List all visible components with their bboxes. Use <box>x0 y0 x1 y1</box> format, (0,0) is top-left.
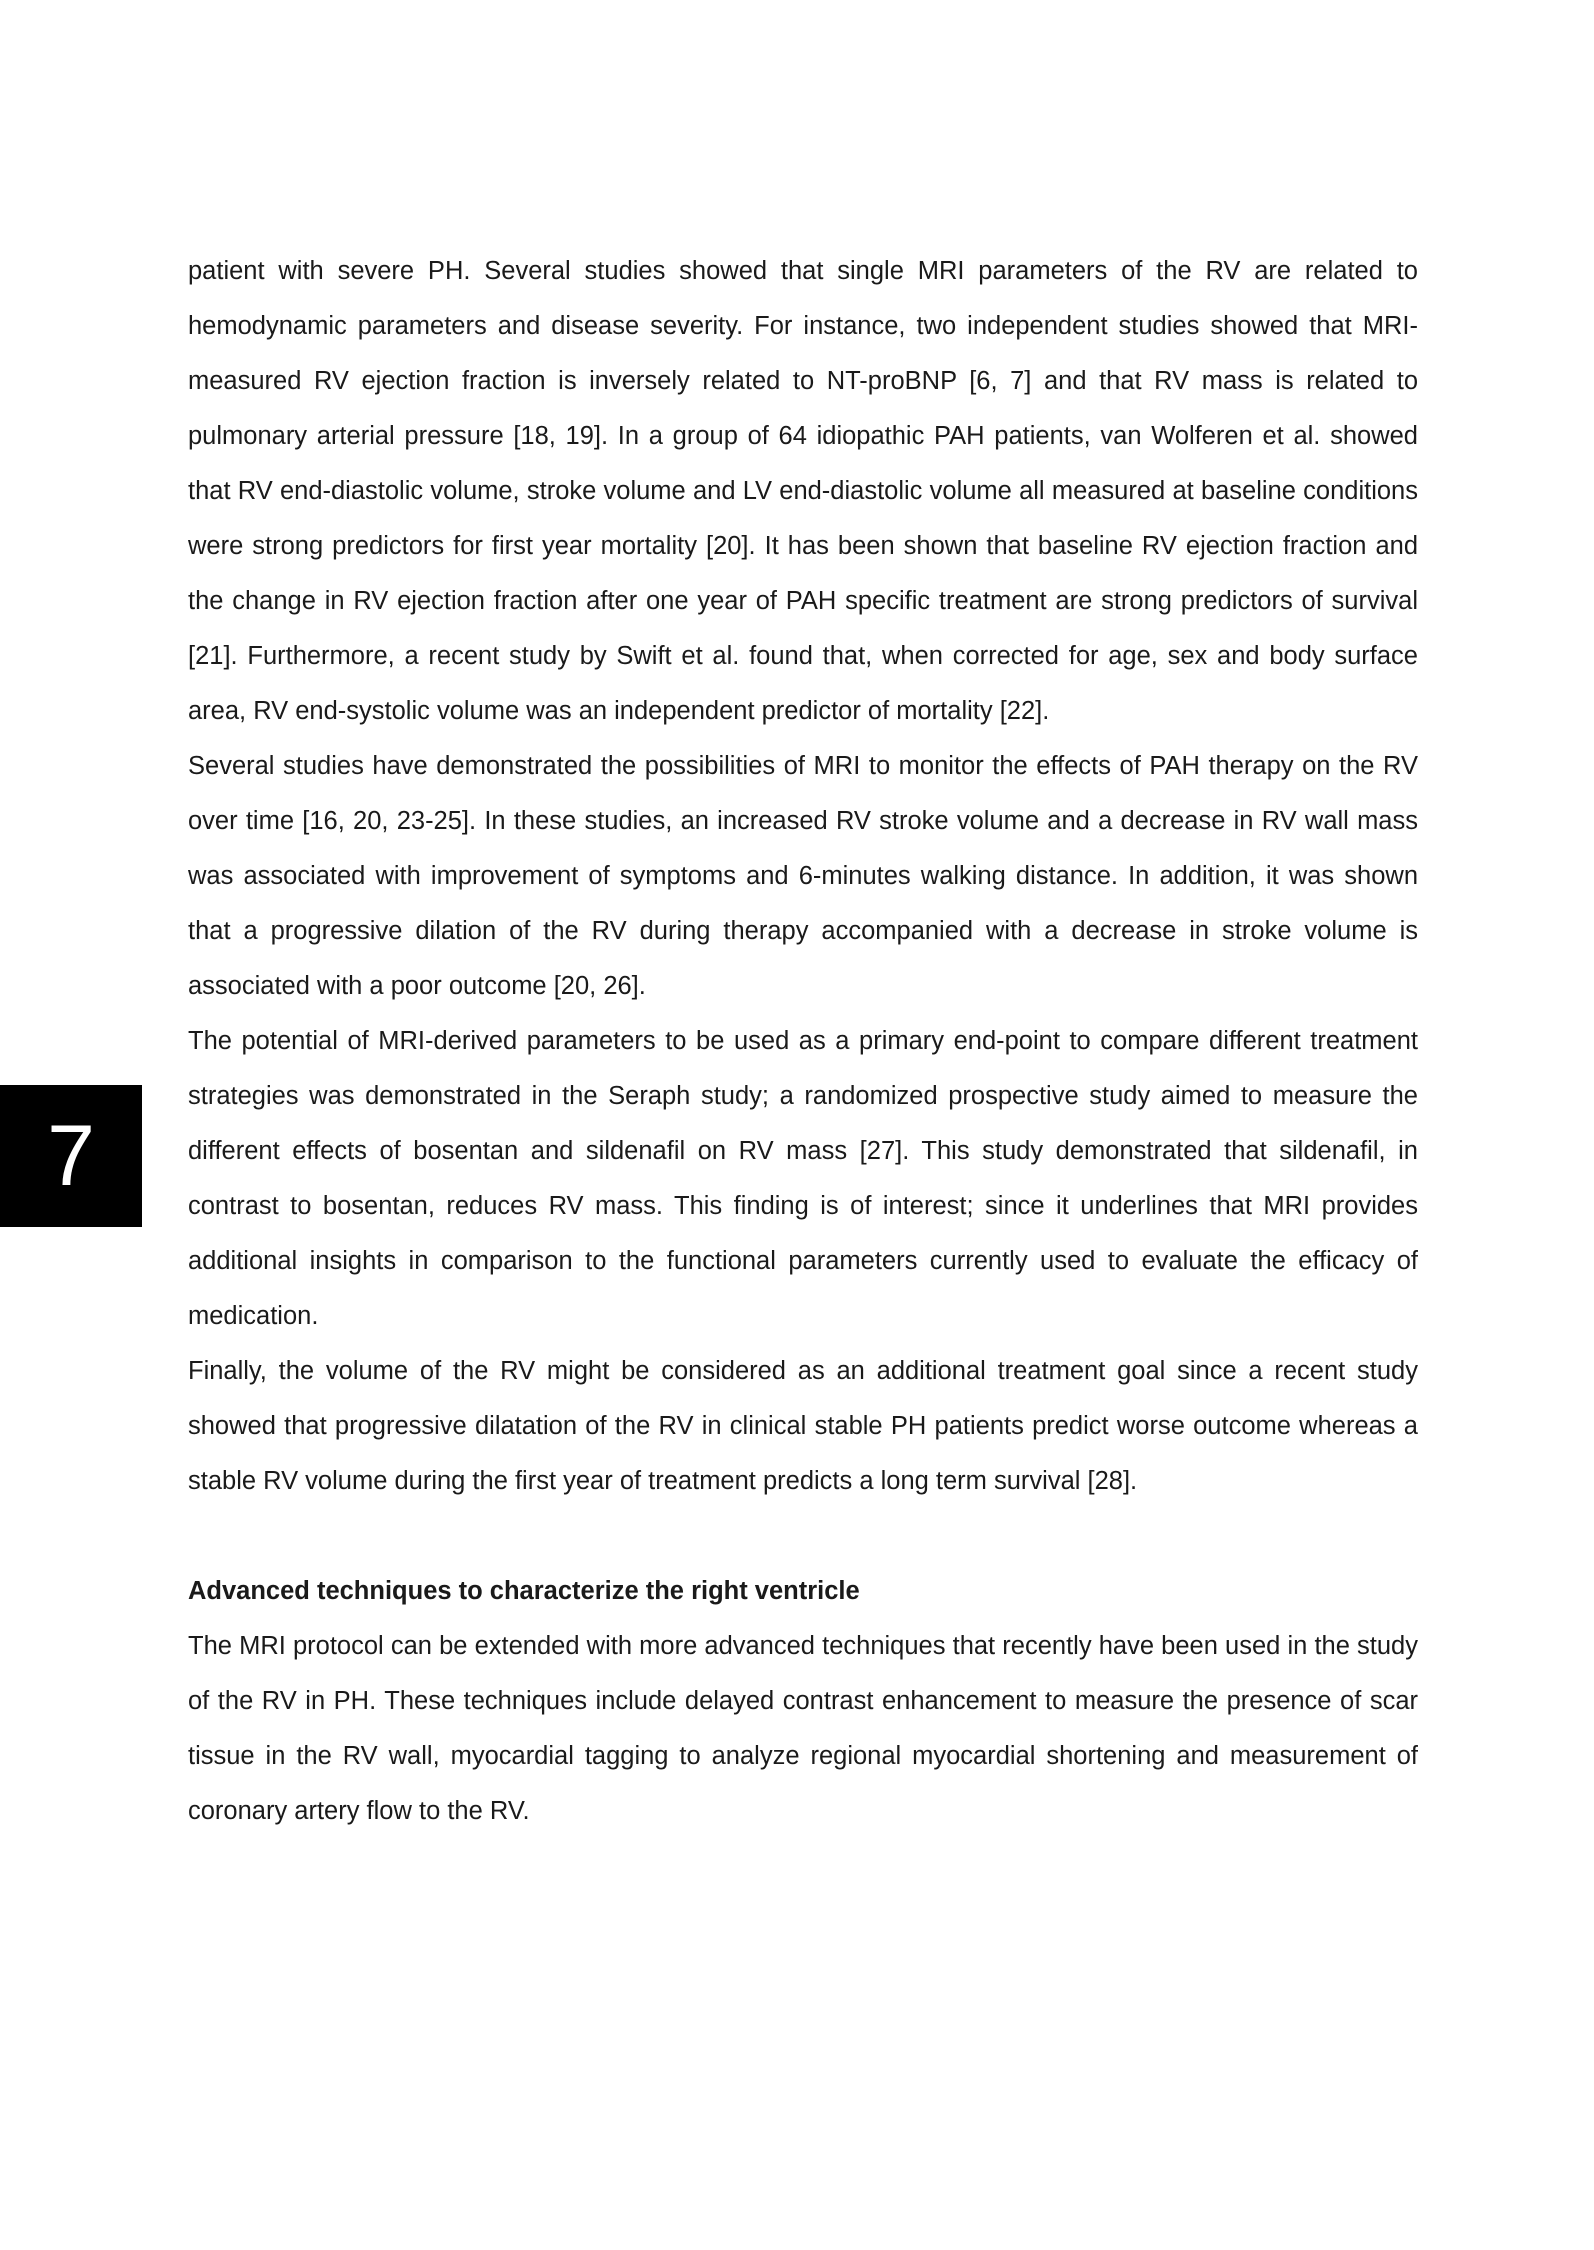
chapter-number-tab: 7 <box>0 1085 142 1227</box>
paragraph-therapy-monitoring: Several studies have demonstrated the possibilities of MRI to monitor the effects of PAH therapy on the RV over time [16, 20, 23-25]. In these studies, an increased RV stroke volume and a decrease in RV wall mass was associated with improvement of symptoms and 6-minutes walking distance. In addition, it was shown that a progressive dilation of the RV during therapy accompanied with a decrease in stroke volume is associated with a poor outcome [20, 26]. <box>188 752 1418 1000</box>
body-text <box>188 244 1418 1839</box>
paragraph-seraph-study: The potential of MRI-derived parameters to be used as a primary end-point to compare different treatment strategies was demonstrated in the Seraph study; a randomized prospective study aimed to measure the different effects of bosentan and sildenafil on RV mass [27]. This study demonstrated that sildenafil, in contrast to bosentan, reduces RV mass. This finding is of interest; since it underlines that MRI provides additional insights in comparison to the functional parameters currently used to evaluate the efficacy of medication. <box>188 1027 1418 1330</box>
paragraph-mri-predictors: patient with severe PH. Several studies showed that single MRI parameters of the RV are related to hemodynamic parameters and disease severity. For instance, two independent studies showed that MRI-measured RV ejection fraction is inversely related to NT-proBNP [6, 7] and that RV mass is related to pulmonary arterial pressure [18, 19]. In a group of 64 idiopathic PAH patients, van Wolferen et al. showed that RV end-diastolic volume, stroke volume and LV end-diastolic volume all measured at baseline conditions were strong predictors for first year mortality [20]. It has been shown that baseline RV ejection fraction and the change in RV ejection fraction after one year of PAH specific treatment are strong predictors of survival [21]. Furthermore, a recent study by Swift et al. found that, when corrected for age, sex and body surface area, RV end-systolic volume was an independent predictor of mortality [22]. <box>188 257 1418 725</box>
paragraph-rv-volume-goal: Finally, the volume of the RV might be considered as an additional treatment goal since a recent study showed that progressive dilatation of the RV in clinical stable PH patients predict worse outcome whereas a stable RV volume during the first year of treatment predicts a long term survival [28]. <box>188 1357 1418 1495</box>
section-heading: Advanced techniques to characterize the right ventricle <box>188 1577 860 1605</box>
paragraph-advanced-techniques: The MRI protocol can be extended with more advanced techniques that recently have been used in the study of the RV in PH. These techniques include delayed contrast enhancement to measure the presence of scar tissue in the RV wall, myocardial tagging to analyze regional myocardial shortening and measurement of coronary artery flow to the RV. <box>188 1632 1418 1825</box>
